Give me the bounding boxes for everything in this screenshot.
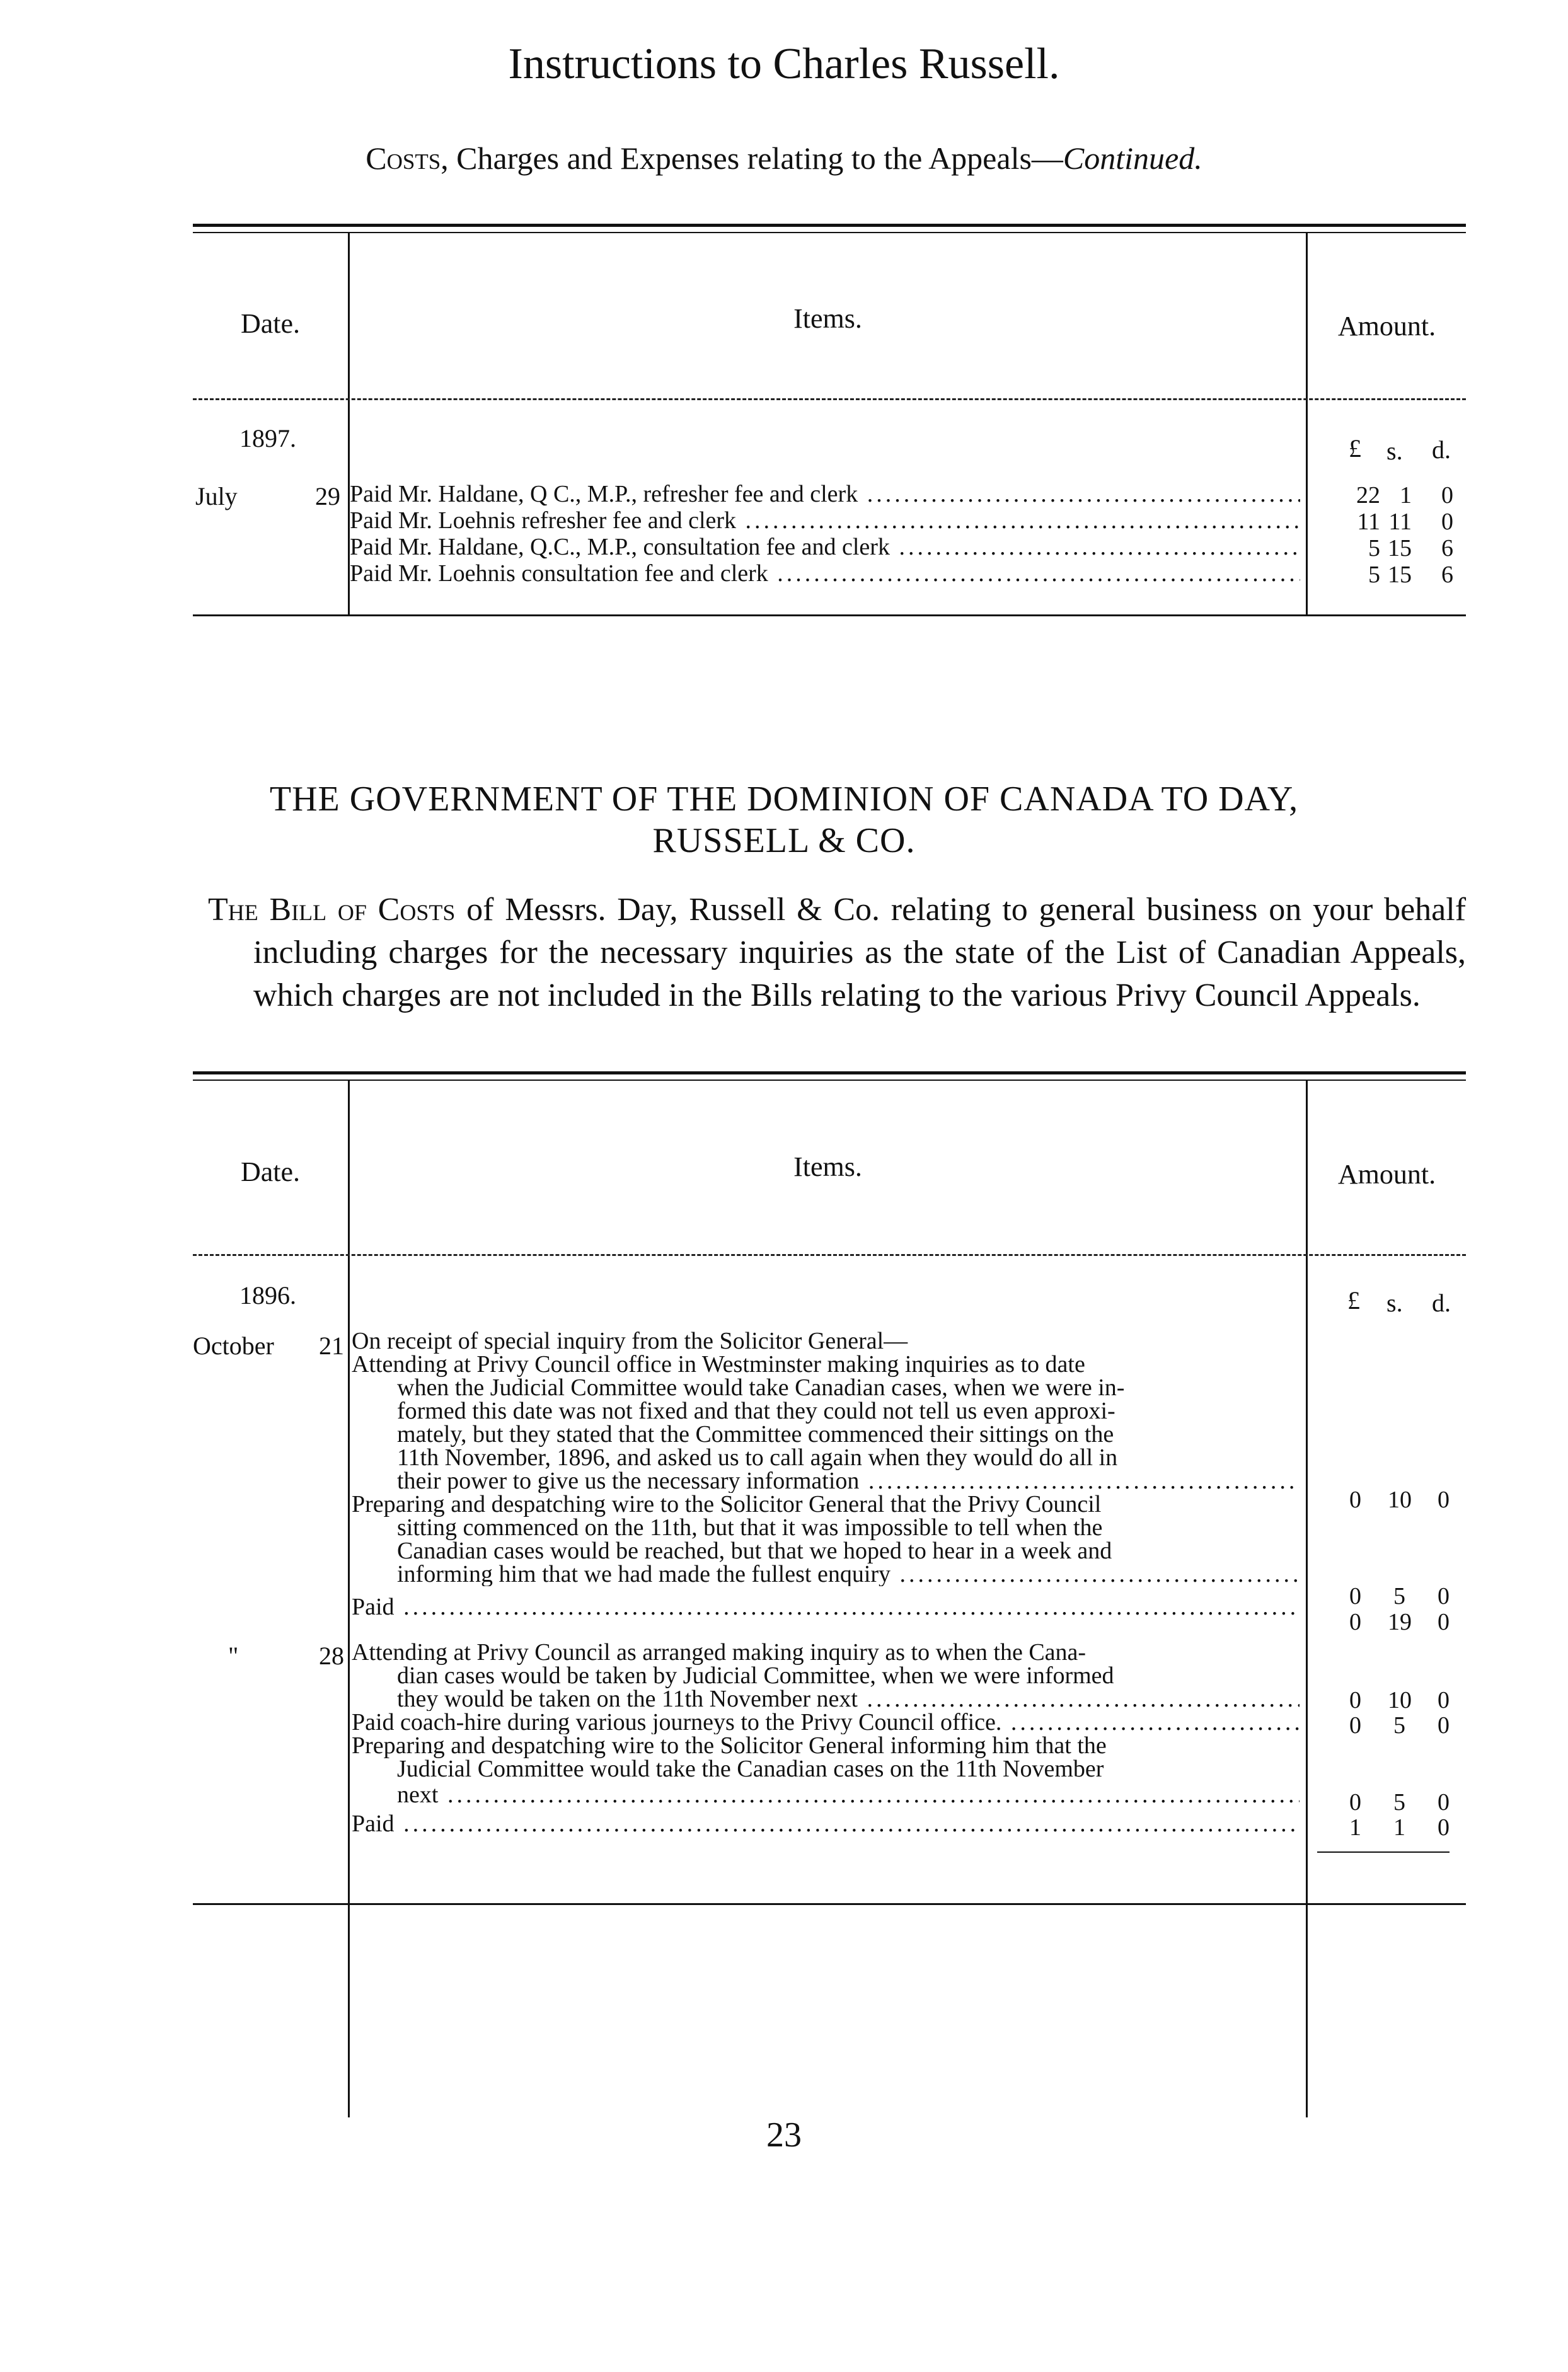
amount-shillings: 1	[1393, 1814, 1405, 1841]
table2-line: Paid coach-hire during various journeys to the Privy Council office. .....	[352, 1711, 1300, 1734]
page-number: 23	[766, 2116, 802, 2155]
table1-header-amount: Amount.	[1337, 311, 1436, 342]
table2-total-rule	[1317, 1851, 1450, 1853]
amount-pence: 0	[1438, 1712, 1450, 1739]
table1-row-shillings: 1	[1400, 482, 1412, 509]
table1-col-divider-2	[1306, 233, 1308, 614]
table1-row-shillings: 11	[1388, 509, 1412, 535]
continued-word: Continued.	[1063, 141, 1202, 176]
table1-row-pounds: 11	[1357, 509, 1380, 535]
amount-shillings: 5	[1393, 1712, 1405, 1739]
amount-pounds: 0	[1349, 1583, 1361, 1609]
amount-shillings: 5	[1393, 1583, 1405, 1609]
amount-shillings: 19	[1388, 1609, 1412, 1635]
table1-currency-pence: d.	[1432, 435, 1451, 464]
table2-line: Paid .....	[352, 1596, 1300, 1619]
amount-pounds: 0	[1349, 1789, 1361, 1816]
table1-row-pounds: 5	[1368, 535, 1380, 561]
table2-line: Attending at Privy Council as arranged making inquiry as to when the Cana-	[352, 1639, 1087, 1666]
page-subtitle	[0, 140, 1568, 176]
table1-currency-pound: £	[1349, 434, 1361, 463]
table1-top-rule-thin	[193, 232, 1466, 233]
table2-year: 1896.	[239, 1281, 296, 1310]
amount-pounds: 0	[1349, 1687, 1361, 1713]
intro-paragraph	[208, 889, 1467, 1017]
table1-row-item: Paid Mr. Loehnis refresher fee and clerk .....	[350, 509, 1300, 533]
table2-header-amount: Amount.	[1337, 1159, 1436, 1190]
amount-pence: 0	[1438, 1814, 1450, 1841]
table1-row-pence: 6	[1441, 561, 1453, 588]
table2-top-rule-thick	[193, 1071, 1466, 1074]
table2-bottom-rule	[193, 1903, 1466, 1905]
costs-word: Costs	[366, 141, 441, 176]
table2-top-rule-thin	[193, 1079, 1466, 1081]
amount-pounds: 0	[1349, 1712, 1361, 1739]
table1-row-pounds: 5	[1368, 561, 1380, 588]
table1-row-item: Paid Mr. Loehnis consultation fee and clerk .....	[350, 562, 1300, 585]
table1-month: July	[195, 482, 238, 510]
table2-line: formed this date was not fixed and that they could not tell us even approxi-	[397, 1398, 1115, 1424]
amount-pence: 0	[1438, 1609, 1450, 1635]
table2-line: when the Judicial Committee would take Canadian cases, when we were in-	[397, 1374, 1125, 1401]
table1-row-pence: 0	[1441, 482, 1453, 509]
table2-line: their power to give us the necessary information .....	[397, 1470, 1300, 1493]
table1-currency-shilling: s.	[1386, 437, 1403, 465]
table2-line: 11th November, 1896, and asked us to call again when they would do all in	[397, 1444, 1118, 1471]
table2-line: Preparing and despatching wire to the Solicitor General informing him that the	[352, 1732, 1107, 1759]
table2-line: On receipt of special inquiry from the Solicitor General—	[352, 1328, 908, 1354]
table1-row-item: Paid Mr. Haldane, Q.C., M.P., consultation fee and clerk .....	[350, 536, 1300, 559]
intro-text: of Messrs. Day, Russell & Co. relating to general business on your behalf including charges for the necessary inquiries as the state of the List of Canadian Appeals, which charges are not included in the Bills relating to the various Privy Council Appeals.	[253, 892, 1467, 1013]
amount-shillings: 10	[1388, 1687, 1412, 1713]
table1-row-pence: 6	[1441, 535, 1453, 561]
table1-bottom-rule	[193, 614, 1466, 616]
table2-line: dian cases would be taken by Judicial Committee, when we were informed	[397, 1662, 1114, 1689]
amount-shillings: 10	[1388, 1487, 1412, 1513]
table2-line: next .....	[397, 1783, 1300, 1807]
table2-month: October	[193, 1332, 274, 1360]
page-title: Instructions to Charles Russell.	[508, 40, 1060, 88]
amount-shillings: 5	[1393, 1789, 1405, 1816]
table2-ditto-mark: "	[228, 1642, 239, 1670]
table2-line: they would be taken on the 11th November next .....	[397, 1688, 1300, 1711]
amount-pence: 0	[1438, 1583, 1450, 1609]
table2-col-divider-1	[348, 1081, 350, 2117]
amount-pounds: 0	[1349, 1487, 1361, 1513]
table1-header-rule	[193, 398, 1466, 400]
table1-row-pence: 0	[1441, 509, 1453, 535]
table1-top-rule-thick	[193, 224, 1466, 227]
table2-currency-pence: d.	[1432, 1289, 1451, 1317]
table1-year: 1897.	[239, 424, 296, 452]
table2-day-28: 28	[319, 1642, 344, 1670]
amount-pence: 0	[1438, 1789, 1450, 1816]
table2-line: Canadian cases would be reached, but that we hoped to hear in a week and	[397, 1538, 1112, 1564]
table2-line: mately, but they stated that the Committee commenced their sittings on the	[397, 1421, 1114, 1448]
table2-currency-shilling: s.	[1386, 1289, 1403, 1317]
table2-line: Attending at Privy Council office in Westminster making inquiries as to date	[352, 1351, 1085, 1378]
table2-line: sitting commenced on the 11th, but that it was impossible to tell when the	[397, 1514, 1103, 1541]
table2-col-divider-2	[1306, 1081, 1308, 2117]
section-heading-line-1: THE GOVERNMENT OF THE DOMINION OF CANADA TO DAY,	[269, 780, 1299, 819]
table2-header-date: Date.	[240, 1156, 301, 1187]
table1-header-date: Date.	[240, 308, 301, 339]
amount-pence: 0	[1438, 1487, 1450, 1513]
table2-currency-pound: £	[1347, 1286, 1360, 1315]
intro-lead: The Bill of Costs	[208, 892, 456, 928]
table1-row-pounds: 22	[1356, 482, 1380, 509]
table2-line: Preparing and despatching wire to the Solicitor General that the Privy Council	[352, 1491, 1102, 1517]
amount-pounds: 0	[1349, 1609, 1361, 1635]
amount-pence: 0	[1438, 1687, 1450, 1713]
amount-pounds: 1	[1349, 1814, 1361, 1841]
table1-day: 29	[315, 482, 340, 510]
subtitle-text: , Charges and Expenses relating to the Appeals—	[441, 141, 1063, 176]
table2-line: informing him that we had made the fullest enquiry .....	[397, 1563, 1300, 1586]
table2-header-items: Items.	[793, 1151, 862, 1182]
table2-line: Judicial Committee would take the Canadian cases on the 11th November	[397, 1756, 1104, 1782]
table2-line: Paid .....	[352, 1812, 1300, 1836]
table1-row-item: Paid Mr. Haldane, Q C., M.P., refresher fee and clerk .....	[350, 483, 1300, 506]
table2-day-21: 21	[319, 1332, 344, 1360]
table2-header-rule	[193, 1254, 1466, 1256]
table1-row-shillings: 15	[1388, 535, 1412, 561]
section-heading-line-2: RUSSELL & CO.	[652, 821, 916, 860]
table1-row-shillings: 15	[1388, 561, 1412, 588]
table1-header-items: Items.	[793, 303, 862, 334]
